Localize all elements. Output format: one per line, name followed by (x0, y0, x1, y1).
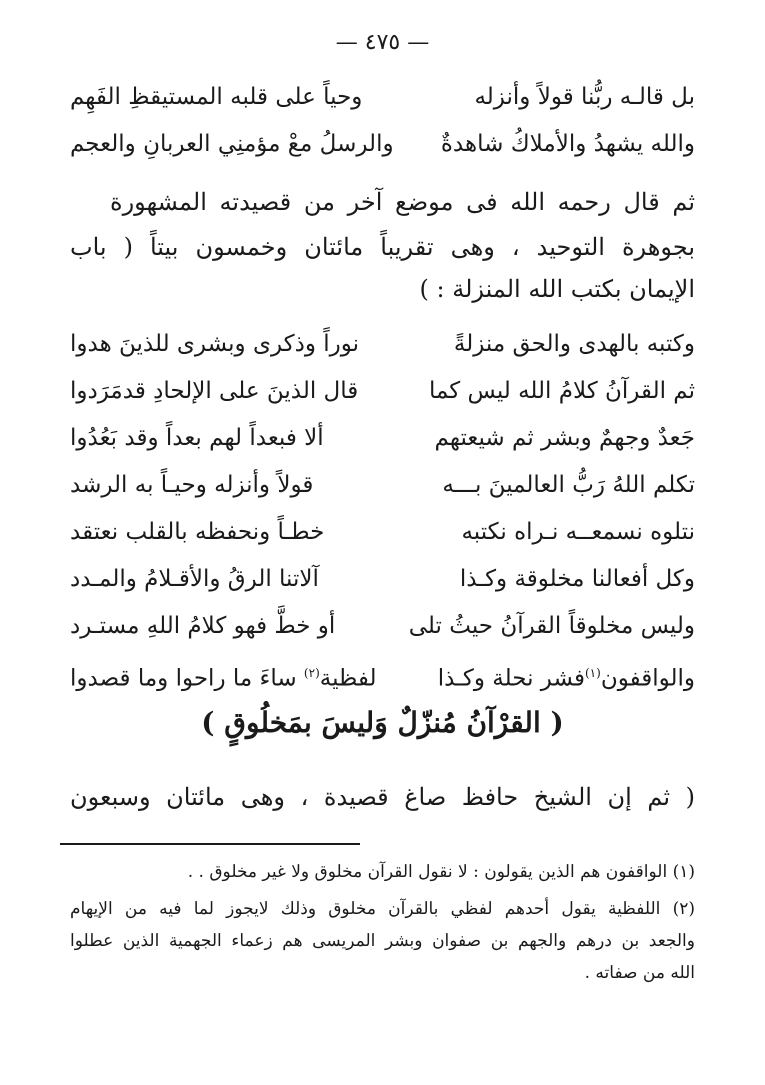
verse-row (70, 374, 695, 408)
verse-first-hemistich: نتلوه نسمعــه نـراه نكتبه (461, 519, 695, 545)
footnote-divider (60, 843, 360, 845)
footnote-continuation: والجعد بن درهم والجهم بن صفوان وبشر المريسى هم زعماء الجهمية الذين عطلوا (70, 931, 695, 951)
verse-text: ساءَ ما راحوا وما قصدوا (70, 665, 297, 692)
verse-second-hemistich: قولاً وأنزله وحيـاً به الرشد (70, 472, 314, 498)
verse-first-hemistich: تكلم اللهُ رَبُّ العالمينَ بـــه (442, 472, 695, 498)
verse-second-hemistich: نوراً وذكرى وبشرى للذينَ هدوا (70, 331, 360, 357)
verse-first-hemistich: وكتبه بالهدى والحق منزلةً (453, 331, 695, 357)
verse-first-hemistich: بل قالـه ربُّنا قولاً وأنزله (474, 84, 695, 110)
footnote: (٢) اللفظية يقول أحدهم لفظي بالقرآن مخلوق وذلك لايجوز لما فيه من الإيهام (70, 899, 695, 919)
footnote-continuation: الله من صفاته . (584, 963, 695, 983)
verse-second-hemistich (70, 656, 377, 696)
verse-first-hemistich: وكل أفعالنا مخلوقة وكـذا (459, 566, 695, 592)
prose-line: بجوهرة التوحيد ، وهى تقريباً مائتان وخمسون بيتاً ( باب (70, 233, 695, 261)
prose-line: ثم قال رحمه الله فى موضع آخر من قصيدته المشهورة (110, 188, 695, 216)
verse-row (70, 468, 695, 502)
verse-first-hemistich: ثم القرآنُ كلامُ الله ليس كما (428, 378, 695, 404)
section-heading: ( القرْآنُ مُنزّلٌ وَليسَ بمَخلُوقٍ ) (201, 706, 564, 739)
verse-first-hemistich: وليس مخلوقاً القرآنُ حيثُ تلى (408, 613, 695, 639)
closing-line: ( ثم إن الشيخ حافظ صاغ قصيدة ، وهى مائتان وسبعون (70, 783, 695, 811)
verse-text: فشر نحلة وكـذا (437, 665, 585, 692)
verse-row (70, 562, 695, 596)
verse-row (70, 656, 695, 690)
verse-first-hemistich: والله يشهدُ والأملاكُ شاهدةٌ (440, 131, 695, 157)
verse-second-hemistich: قال الذينَ على الإلحادِ قدمَرَدوا (70, 378, 359, 404)
verse-row (70, 80, 695, 114)
verse-second-hemistich: وحياً على قلبه المستيقظِ الفَهِم (70, 84, 363, 110)
verse-row (70, 327, 695, 361)
verse-row (70, 421, 695, 455)
footnote-marker: (٢) (303, 666, 320, 680)
verse-second-hemistich: آلاتنا الرقُ والأقـلامُ والمـدد (70, 566, 319, 592)
footnote: (١) الواقفون هم الذين يقولون : لا نقول القرآن مخلوق ولا غير مخلوق . . (187, 862, 695, 882)
verse-text: لفظية (319, 665, 377, 692)
verse-second-hemistich: والرسلُ معْ مؤمنِي العربانِ والعجم (70, 131, 394, 157)
verse-second-hemistich: ألا فبعداً لهم بعداً وقد بَعُدُوا (70, 425, 324, 451)
verse-second-hemistich: أو خطَّ فهو كلامُ اللهِ مستـرد (70, 613, 336, 639)
verse-row (70, 127, 695, 161)
verse-row (70, 609, 695, 643)
verse-text: والواقفون (600, 665, 695, 692)
footnote-marker: (١) (584, 666, 601, 680)
verse-second-hemistich: خطـاً ونحفظه بالقلب نعتقد (70, 519, 325, 545)
verse-first-hemistich: جَعدٌ وجهمٌ وبشر ثم شيعتهم (434, 425, 695, 451)
verse-row (70, 515, 695, 549)
page-number: — ٤٧٥ — (335, 30, 430, 55)
prose-line: الإيمان بكتب الله المنزلة : ) (419, 275, 695, 303)
verse-first-hemistich (438, 656, 695, 696)
